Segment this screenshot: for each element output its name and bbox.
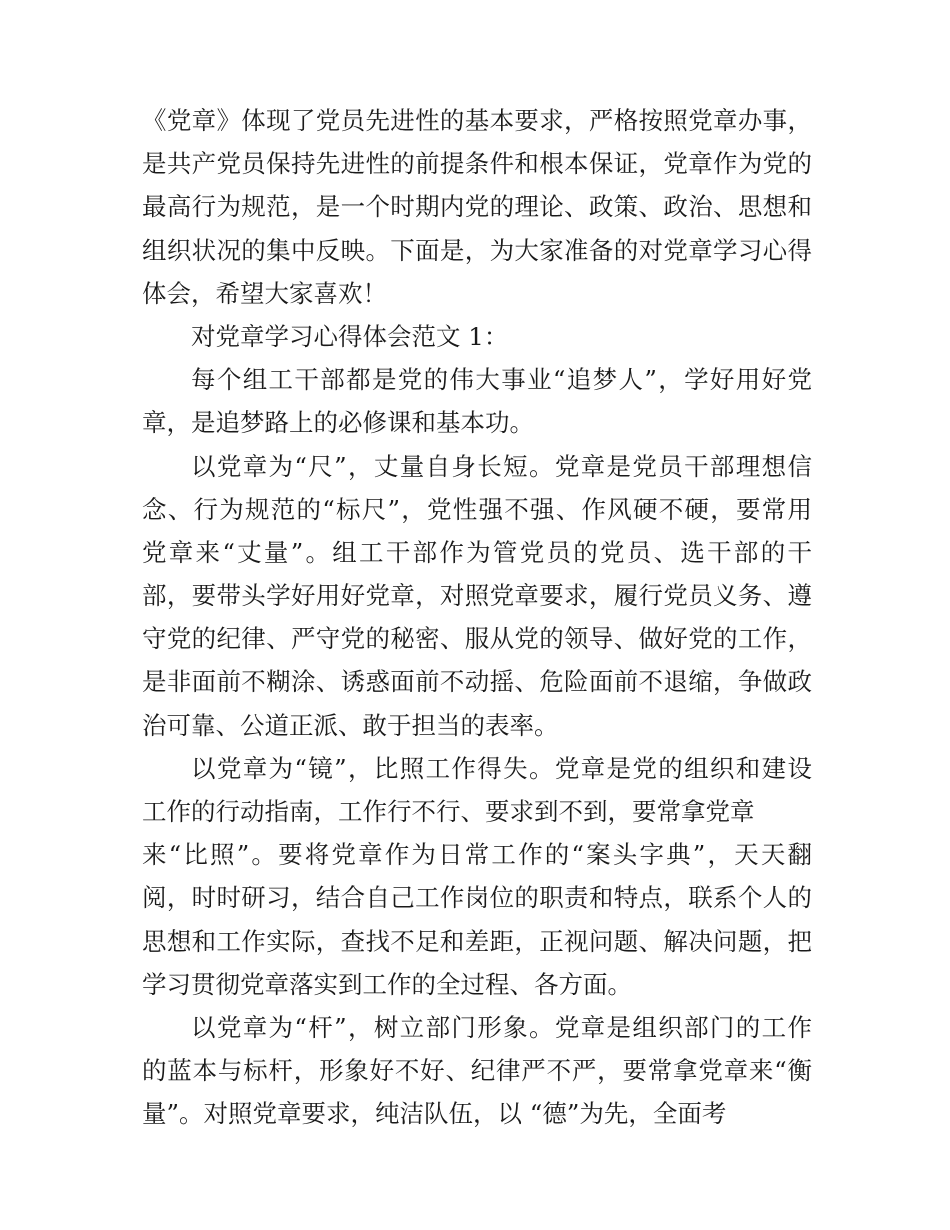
text-line: 学习贯彻党章落实到工作的全过程、各方面。 — [142, 969, 632, 999]
text-line: 《党章》体现了党员先进性的基本要求，严格按照党章办事， — [142, 106, 812, 135]
text-line: 来“比照”。要将党章作为日常工作的“案头字典”，天天翻 — [142, 840, 812, 870]
text-line: 最高行为规范，是一个时期内党的理论、政策、政治、思想和 — [142, 192, 812, 222]
text-line: 治可靠、公道正派、敢于担当的表率。 — [142, 710, 559, 740]
text-line: 的蓝本与标杆，形象好不好、纪律严不严，要常拿党章来“衡 — [142, 1056, 812, 1086]
text-line: 思想和工作实际，查找不足和差距，正视问题、解决问题，把 — [142, 926, 812, 956]
text-line: 是共产党员保持先进性的前提条件和根本保证，党章作为党的 — [142, 149, 812, 179]
text-line: 对党章学习心得体会范文 1： — [191, 321, 509, 351]
text-line: 守党的纪律、严守党的秘密、服从党的领导、做好党的工作， — [142, 624, 812, 654]
text-line: 工作的行动指南，工作行不行、要求到不到，要常拿党章 — [142, 797, 755, 826]
text-line: 体会，希望大家喜欢！ — [142, 278, 387, 308]
text-line: 以党章为“镜”，比照工作得失。党章是党的组织和建设 — [191, 753, 812, 783]
text-line: 念、行为规范的“标尺”，党性强不强、作风硬不硬，要常用 — [142, 494, 812, 524]
document-body — [142, 99, 812, 1136]
text-line: 是非面前不糊涂、诱惑面前不动摇、危险面前不退缩，争做政 — [142, 667, 812, 697]
text-line: 每个组工干部都是党的伟大事业“追梦人”，学好用好党 — [191, 365, 812, 395]
text-line: 党章来“丈量”。组工干部作为管党员的党员、选干部的干 — [142, 537, 812, 567]
text-line: 组织状况的集中反映。下面是，为大家准备的对党章学习心得 — [142, 235, 812, 265]
text-line: 阅，时时研习，结合自己工作岗位的职责和特点，联系个人的 — [142, 883, 812, 913]
text-line: 章，是追梦路上的必修课和基本功。 — [142, 408, 534, 438]
text-line: 以党章为“尺”，丈量自身长短。党章是党员干部理想信 — [191, 451, 812, 481]
text-line: 以党章为“杆”，树立部门形象。党章是组织部门的工作 — [191, 1012, 812, 1042]
text-line: 量”。对照党章要求，纯洁队伍，以 “德”为先，全面考 — [142, 1099, 727, 1129]
text-line: 部，要带头学好用好党章，对照党章要求，履行党员义务、遵 — [142, 581, 812, 611]
